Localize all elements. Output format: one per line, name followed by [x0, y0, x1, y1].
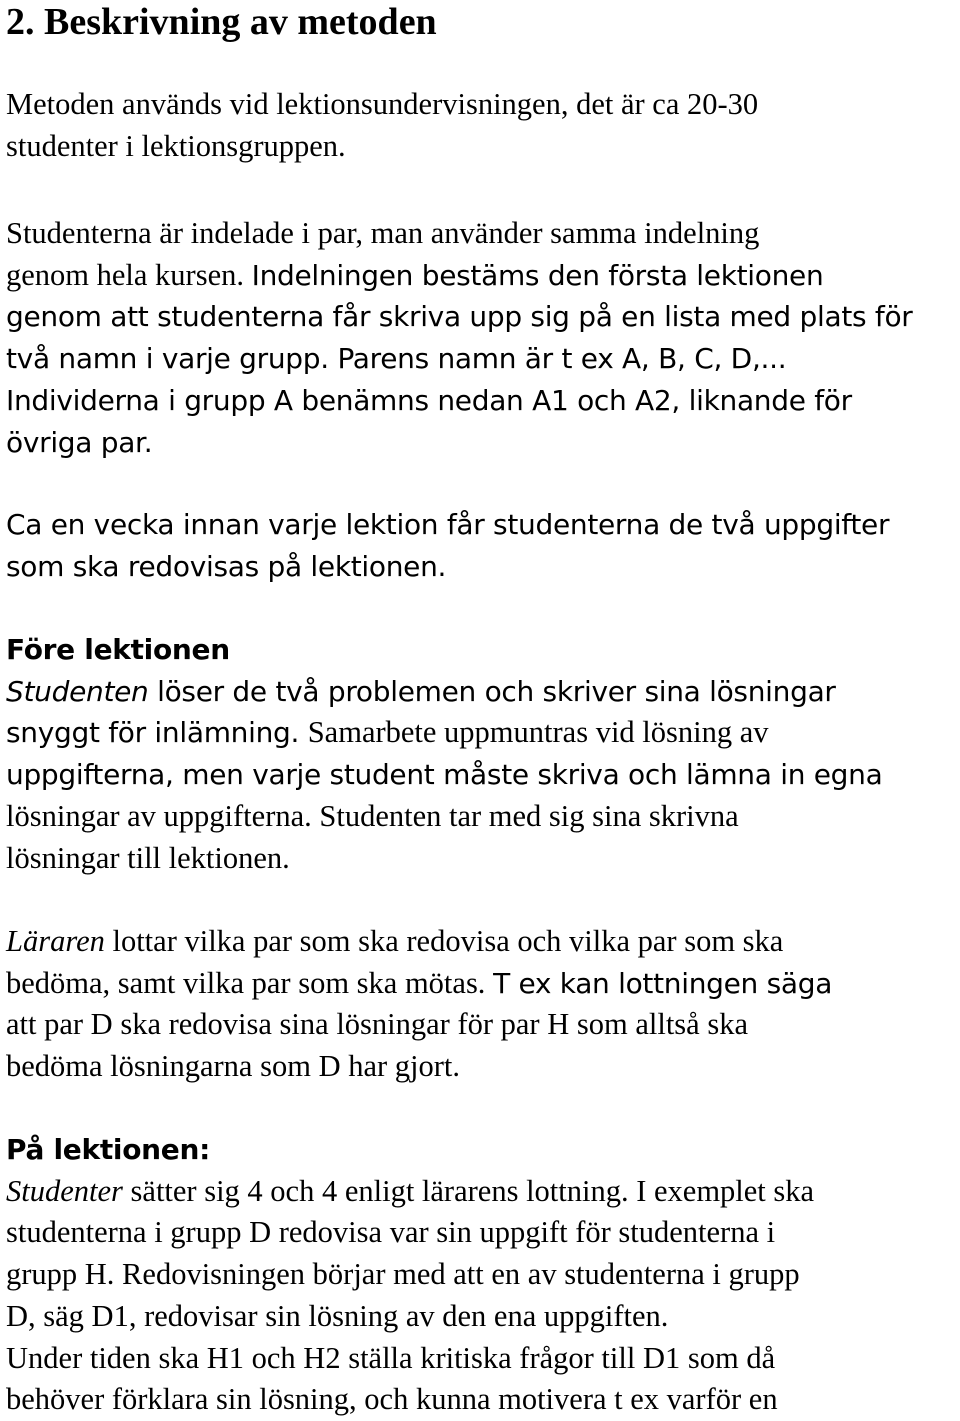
text-line: Ca en vecka innan varje lektion får studenterna de två uppgifter	[6, 508, 890, 541]
text-segment: snyggt för inlämning.	[6, 716, 308, 750]
subsection-heading: På lektionen:	[6, 1133, 210, 1166]
text-line: behöver förklara sin lösning, och kunna motivera t ex varför en	[6, 1382, 778, 1417]
text-line	[6, 921, 960, 963]
text-line: bedöma lösningarna som D har gjort.	[6, 1049, 461, 1084]
text-segment: T ex kan lottningen säga	[493, 966, 833, 1000]
text-line: studenterna i grupp D redovisa var sin uppgift för studenterna i	[6, 1215, 776, 1250]
teacher-paragraph	[6, 921, 960, 1088]
text-line	[6, 1171, 960, 1213]
text-line: övriga par.	[6, 425, 153, 459]
section-heading: 2. Beskrivning av metoden	[6, 1, 437, 43]
text-line: Metoden används vid lektionsundervisningen, det är ca 20-30	[6, 87, 759, 121]
text-line: att par D ska redovisa sina lösningar för par H som alltså ska	[6, 1007, 748, 1042]
text-line: uppgifterna, men varje student måste skriva och lämna in egna	[6, 758, 883, 792]
text-segment: Indelningen bestäms den första lektionen	[251, 258, 824, 292]
text-line: Under tiden ska H1 och H2 ställa kritiska frågor till D1 som då	[6, 1340, 776, 1375]
assignment-paragraph	[6, 504, 960, 587]
emphasis: Studenter	[6, 1173, 123, 1208]
intro-paragraph	[6, 84, 960, 167]
text-line: lösningar till lektionen.	[6, 840, 290, 875]
subsection-heading: Före lektionen	[6, 633, 230, 666]
emphasis: Läraren	[6, 924, 105, 958]
text-line: studenter i lektionsgruppen.	[6, 128, 346, 163]
text-segment: genom hela kursen.	[6, 257, 252, 292]
text-line: grupp H. Redovisningen börjar med att en av studenterna i grupp	[6, 1257, 800, 1292]
text-line: som ska redovisas på lektionen.	[6, 549, 447, 583]
during-lesson-section	[6, 1129, 960, 1421]
text-line: D, säg D1, redovisar sin lösning av den ena uppgiften.	[6, 1298, 669, 1333]
emphasis: Studenten	[6, 674, 149, 708]
text-line	[6, 255, 960, 297]
text-line	[6, 671, 960, 713]
text-segment: lottar vilka par som ska redovisa och vilka par som ska	[104, 924, 784, 958]
text-line: genom att studenterna får skriva upp sig på en lista med plats för	[6, 300, 913, 334]
text-line	[6, 712, 960, 754]
text-line: Studenterna är indelade i par, man använder samma indelning	[6, 216, 760, 250]
text-line: två namn i varje grupp. Parens namn är t ex A, B, C, D,...	[6, 342, 787, 376]
text-line: Individerna i grupp A benämns nedan A1 och A2, liknande för	[6, 383, 852, 417]
text-line: lösningar av uppgifterna. Studenten tar med sig sina skrivna	[6, 798, 739, 833]
text-line	[6, 963, 960, 1005]
text-segment: Samarbete uppmuntras vid lösning av	[307, 715, 769, 750]
text-segment: sätter sig 4 och 4 enligt lärarens lottning. I exemplet ska	[122, 1173, 815, 1208]
text-segment: löser de två problemen och skriver sina lösningar	[148, 674, 836, 708]
before-lesson-section	[6, 629, 960, 879]
text-segment: bedöma, samt vilka par som ska mötas.	[6, 965, 494, 1000]
grouping-paragraph	[6, 213, 960, 463]
